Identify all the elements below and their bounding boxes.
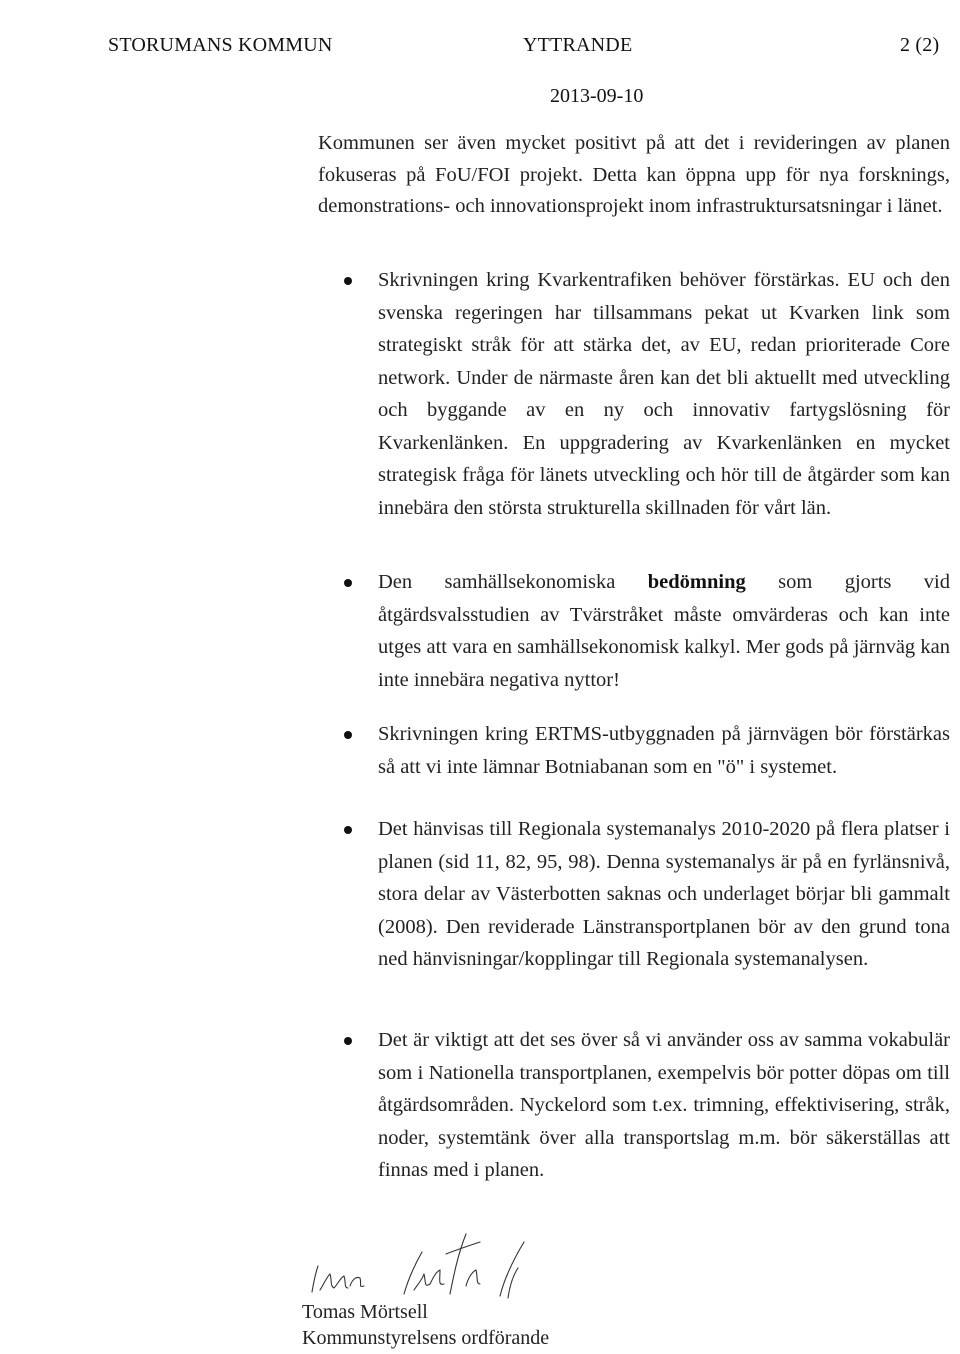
bullet-item-vokabular: [378, 1024, 950, 1187]
bullet-text: Skrivningen kring Kvarkentrafiken behöver förstärkas. EU och den svenska regeringen har tillsammans pekat ut Kvarken link som strategiskt stråk för att stärka det, av EU, redan prioriterade Core network. Under de närmaste åren kan det bli aktuellt med utveckling och byggande av en ny och innovativ fartygslösning för Kvarkenlänken. En uppgradering av Kvarkenlänken en mycket strategisk fråga för länets utveckling och hör till de åtgärder som kan innebära den största strukturella skillnaden för vårt län.: [378, 269, 950, 519]
intro-paragraph: Kommunen ser även mycket positivt på att det i revideringen av planen fokuseras på FoU/FOI projekt. Detta kan öppna upp för nya forsknings, demonstrations- och innovationsprojekt inom infrastruktursatsningar i länet.: [318, 132, 950, 217]
bullet-item-ertms: [378, 718, 950, 783]
bullet-text-after: som gjorts vid åtgärdsvalsstudien av Tvärstråket måste omvärderas och kan inte utges att vara en samhällsekonomisk kalkyl. Mer gods på järnväg kan inte innebära negativa nyttor!: [378, 571, 950, 691]
organization-name: STORUMANS KOMMUN: [108, 34, 333, 56]
bullet-item-samhallsekonomisk: [378, 566, 950, 696]
bullet-text-before: Den samhällsekonomiska: [378, 571, 648, 593]
handwritten-signature: [290, 1214, 570, 1309]
bullet-text-bold: bedömning: [647, 571, 746, 593]
bullet-item-kvarken: [378, 264, 950, 524]
document-date: 2013-09-10: [550, 85, 644, 107]
bullet-dot-icon: [344, 579, 352, 587]
signatory-title: Kommunstyrelsens ordförande: [302, 1327, 550, 1349]
bullet-dot-icon: [344, 277, 352, 285]
page-number: 2 (2): [900, 34, 940, 56]
bullet-dot-icon: [344, 826, 352, 834]
bullet-dot-icon: [344, 1037, 352, 1045]
bullet-text: Det hänvisas till Regionala systemanalys 2010-2020 på flera platser i planen (sid 11, 82, 95, 98). Denna systemanalys är på en fyrlänsnivå, stora delar av Västerbotten saknas och underlaget börjar bli gammalt (2008). Den reviderade Länstransportplanen bör av den grund tona ned hänvisningar/kopplingar till Regionala systemanalysen.: [378, 818, 950, 970]
document-type: YTTRANDE: [523, 34, 633, 56]
signatory-name: Tomas Mörtsell: [302, 1301, 428, 1323]
bullet-dot-icon: [344, 731, 352, 739]
bullet-item-systemanalys: [378, 813, 950, 976]
bullet-text: Skrivningen kring ERTMS-utbyggnaden på järnvägen bör förstärkas så att vi inte lämnar Botniabanan som en "ö" i systemet.: [378, 723, 950, 778]
bullet-text: Det är viktigt att det ses över så vi använder oss av samma vokabulär som i Nationella transportplanen, exempelvis bör potter döpas om till åtgärdsområden. Nyckelord som t.ex. trimning, effektivisering, stråk, noder, systemtänk över alla transportslag m.m. bör säkerställas att finnas med i planen.: [378, 1029, 950, 1181]
